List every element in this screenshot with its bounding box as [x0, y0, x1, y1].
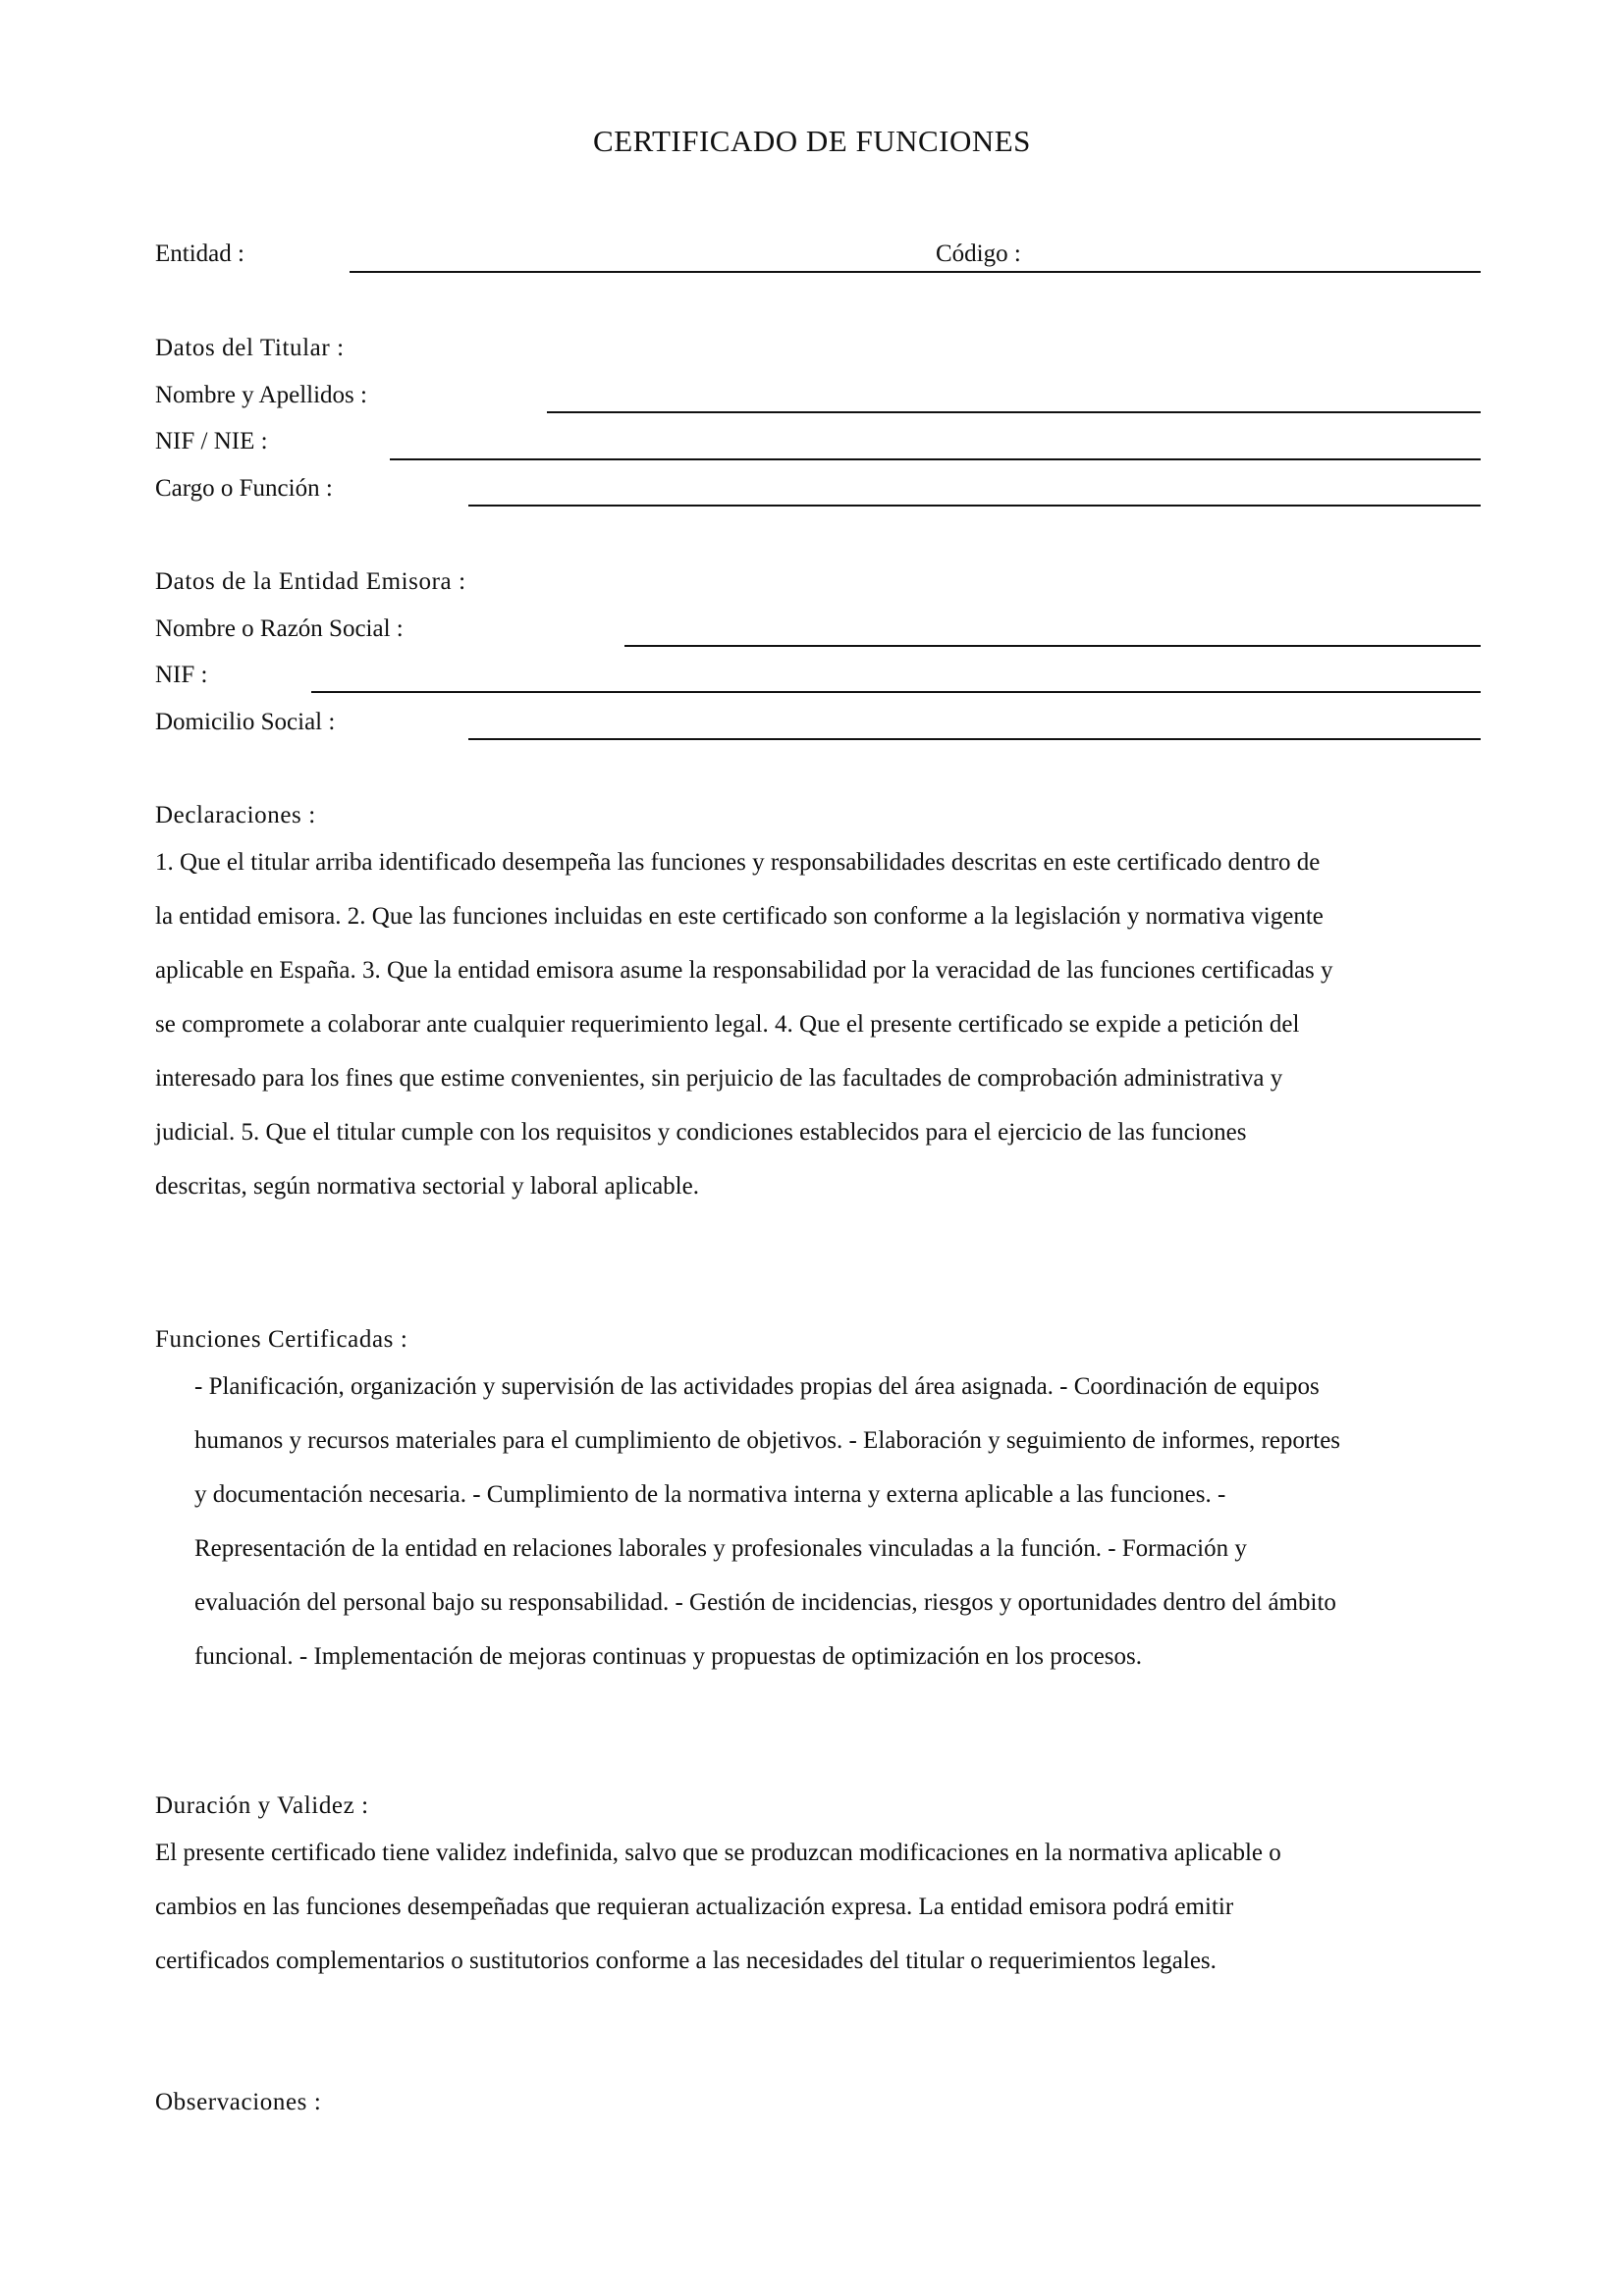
- titular-nombre-field[interactable]: [547, 411, 1481, 413]
- duracion-heading: Duración y Validez :: [155, 1792, 369, 1819]
- declaraciones-line: aplicable en España. 3. Que la entidad emisora asume la responsabilidad por la veracidad de las funciones certificadas y: [155, 957, 1333, 984]
- emisora-nif-label: NIF :: [155, 662, 208, 688]
- emisora-heading: Datos de la Entidad Emisora :: [155, 568, 466, 595]
- emisora-nif-field[interactable]: [311, 691, 1481, 693]
- emisora-nombre-label: Nombre o Razón Social :: [155, 615, 404, 642]
- duracion-line: certificados complementarios o sustitutorios conforme a las necesidades del titular o requerimientos legales.: [155, 1948, 1217, 1974]
- declaraciones-line: la entidad emisora. 2. Que las funciones incluidas en este certificado son conforme a la legislación y normativa vigente: [155, 903, 1324, 930]
- titular-nombre-label: Nombre y Apellidos :: [155, 382, 367, 408]
- titular-nif-label: NIF / NIE :: [155, 428, 268, 454]
- titular-heading: Datos del Titular :: [155, 335, 345, 361]
- funciones-line: funcional. - Implementación de mejoras continuas y propuestas de optimización en los procesos.: [194, 1643, 1143, 1670]
- declaraciones-line: judicial. 5. Que el titular cumple con los requisitos y condiciones establecidos para el ejercicio de las funciones: [155, 1119, 1247, 1146]
- declaraciones-line: se compromete a colaborar ante cualquier requerimiento legal. 4. Que el presente certificado se expide a petición del: [155, 1011, 1300, 1038]
- funciones-text: [194, 1360, 1490, 1683]
- funciones-line: y documentación necesaria. - Cumplimiento de la normativa interna y externa aplicable a las funciones. -: [194, 1481, 1226, 1508]
- declaraciones-line: interesado para los fines que estime convenientes, sin perjuicio de las facultades de comprobación administrativa y: [155, 1065, 1283, 1092]
- duracion-text: [155, 1826, 1490, 1988]
- document-title: CERTIFICADO DE FUNCIONES: [593, 124, 1031, 158]
- titular-cargo-field[interactable]: [468, 505, 1481, 507]
- entidad-label: Entidad :: [155, 240, 244, 267]
- funciones-heading: Funciones Certificadas :: [155, 1326, 408, 1353]
- titular-cargo-label: Cargo o Función :: [155, 475, 333, 502]
- duracion-line: El presente certificado tiene validez indefinida, salvo que se produzcan modificaciones en la normativa aplicable o: [155, 1840, 1281, 1866]
- observaciones-heading: Observaciones :: [155, 2089, 322, 2115]
- codigo-label: Código :: [936, 240, 1029, 268]
- funciones-line: humanos y recursos materiales para el cumplimiento de objetivos. - Elaboración y seguimiento de informes, reportes: [194, 1427, 1341, 1454]
- declaraciones-line: descritas, según normativa sectorial y laboral aplicable.: [155, 1173, 699, 1200]
- entidad-field[interactable]: [350, 271, 1481, 273]
- emisora-domicilio-field[interactable]: [468, 738, 1481, 740]
- declaraciones-line: 1. Que el titular arriba identificado desempeña las funciones y responsabilidades descritas en este certificado dentro de: [155, 849, 1321, 876]
- titular-nif-field[interactable]: [390, 458, 1481, 460]
- duracion-line: cambios en las funciones desempeñadas que requieran actualización expresa. La entidad emisora podrá emitir: [155, 1894, 1234, 1920]
- emisora-domicilio-label: Domicilio Social :: [155, 709, 336, 735]
- declaraciones-heading: Declaraciones :: [155, 802, 316, 828]
- funciones-line: - Planificación, organización y supervisión de las actividades propias del área asignada. - Coordinación de equipos: [194, 1373, 1320, 1400]
- emisora-nombre-field[interactable]: [624, 645, 1481, 647]
- funciones-line: evaluación del personal bajo su responsabilidad. - Gestión de incidencias, riesgos y oportunidades dentro del ámbito: [194, 1589, 1336, 1616]
- declaraciones-text: [155, 835, 1490, 1213]
- funciones-line: Representación de la entidad en relaciones laborales y profesionales vinculadas a la función. - Formación y: [194, 1535, 1247, 1562]
